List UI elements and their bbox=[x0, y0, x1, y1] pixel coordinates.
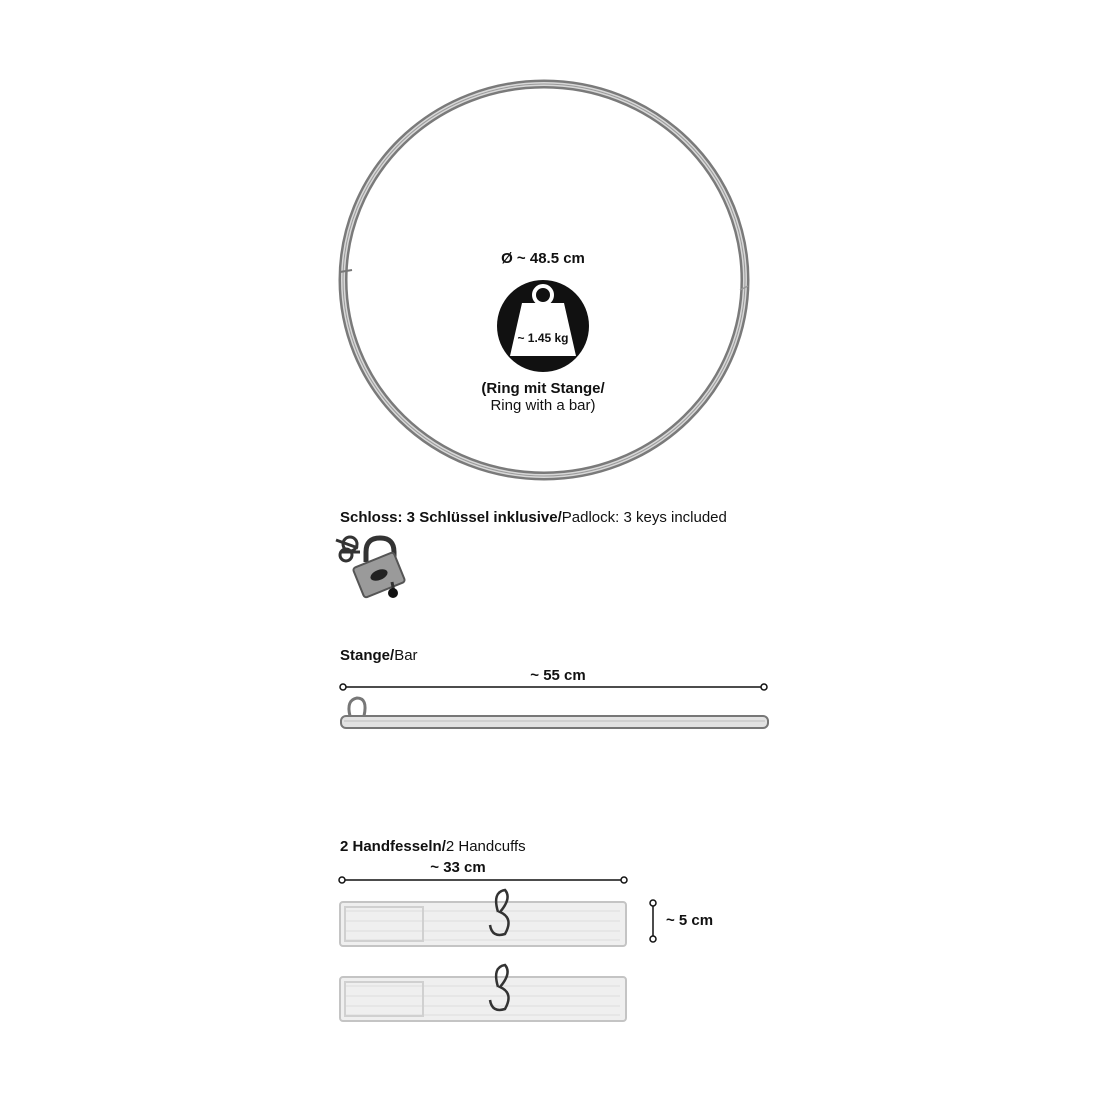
handcuff-length-label: ~ 33 cm bbox=[430, 859, 486, 876]
bar-dimension-line bbox=[340, 684, 767, 690]
bar-title-bold: Stange/ bbox=[340, 647, 395, 664]
handcuff-width-line bbox=[650, 900, 656, 942]
padlock-title-bold: Schloss: 3 Schlüssel inklusive/ bbox=[340, 509, 562, 526]
handcuff-strap-2 bbox=[340, 965, 626, 1021]
handcuffs-title-regular: 2 Handcuffs bbox=[445, 838, 526, 855]
handcuff-width-label: ~ 5 cm bbox=[666, 912, 714, 929]
bar-title bbox=[340, 647, 418, 664]
handcuff-strap-1 bbox=[340, 890, 626, 946]
padlock-title-regular: Padlock: 3 keys included bbox=[561, 509, 727, 526]
bar-length-label: ~ 55 cm bbox=[530, 667, 586, 684]
ring-caption-line2: Ring with a bar) bbox=[490, 397, 596, 414]
weight-icon bbox=[497, 280, 589, 372]
padlock-icon bbox=[336, 537, 405, 598]
handcuffs-title-bold: 2 Handfesseln/ bbox=[340, 838, 446, 855]
handcuffs-title bbox=[340, 838, 526, 855]
weight-label: ~ 1.45 kg bbox=[517, 331, 569, 345]
bar-title-regular: Bar bbox=[394, 647, 418, 664]
padlock-title bbox=[340, 509, 727, 526]
handcuff-length-line bbox=[339, 877, 627, 883]
ring-diameter-label: Ø ~ 48.5 cm bbox=[501, 250, 585, 267]
metal-bar bbox=[341, 698, 768, 728]
ring-caption-line1: (Ring mit Stange/ bbox=[481, 380, 605, 397]
metal-ring bbox=[340, 84, 748, 476]
